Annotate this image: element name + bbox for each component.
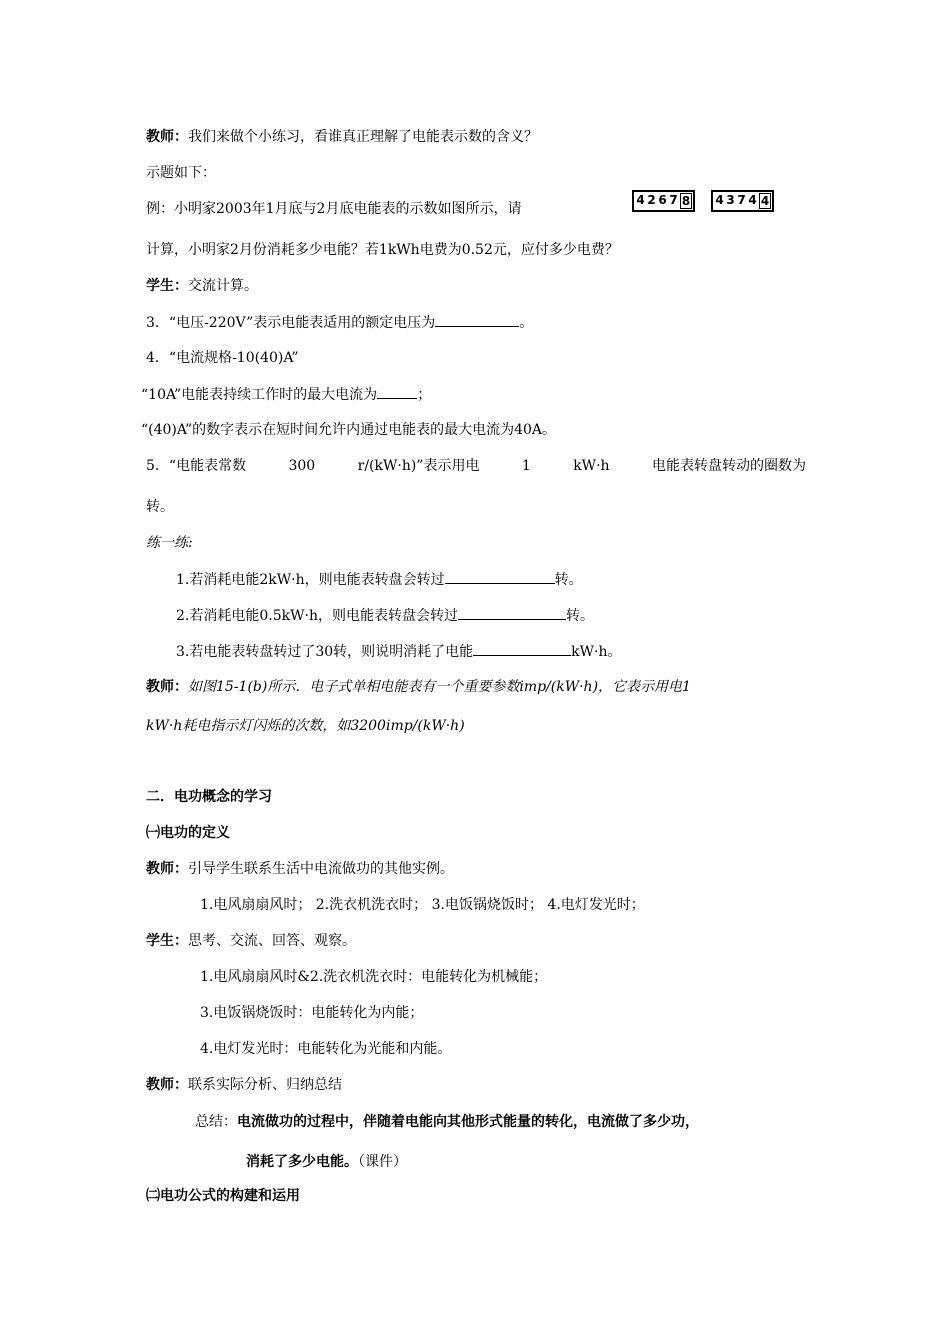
student-response [146, 931, 356, 951]
speaker-label: 教师： [146, 861, 188, 877]
text-chunk: r/(kW·h)”表示用电 [357, 458, 480, 474]
conversion-4: 4.电灯发光时：电能转化为光能和内能。 [200, 1041, 452, 1057]
summary-text: 电流做功的过程中，伴随着电能向其他形式能量的转化，电流做了多少功， [237, 1114, 699, 1130]
meter-digit: 4 [748, 193, 757, 207]
paragraph-text: 引导学生联系生活中电流做功的其他实例。 [188, 861, 454, 877]
speaker-label: 学生： [146, 933, 188, 949]
meter-digit: 4 [715, 193, 724, 207]
item-text: 转。 [554, 572, 583, 588]
current-spec-item: 4．“电流规格-10(40)A” [146, 350, 299, 366]
teacher-summary [146, 1075, 342, 1095]
paragraph-text: 联系实际分析、归纳总结 [188, 1077, 342, 1093]
meter-digit: 7 [669, 193, 678, 207]
meter-constant-item-end: 转。 [146, 499, 174, 515]
text-chunk: 300 [288, 458, 316, 474]
item-text: 。 [519, 315, 534, 331]
meter-decimal-digit: 8 [681, 194, 691, 208]
meter-reading-february [711, 190, 774, 212]
voltage-item [146, 312, 533, 333]
section-heading: 二．电功概念的学习 [146, 789, 272, 805]
meter-digit: 6 [658, 193, 667, 207]
meter-decimal-digit: 4 [760, 194, 770, 208]
exercise-3 [176, 641, 622, 662]
item-text: 3.若电能表转盘转过了30转，则说明消耗了电能 [176, 644, 474, 660]
meter-digit: 4 [636, 193, 645, 207]
summary-line1 [195, 1112, 699, 1132]
example-question-line1: 例：小明家2003年1月底与2月底电能表的示数如图所示，请 [146, 201, 522, 217]
speaker-label: 学生： [146, 278, 188, 294]
text-chunk: 5．“电能表常数 [146, 458, 247, 474]
item-text: “10A”电能表持续工作时的最大电流为 [141, 387, 378, 403]
paragraph-text: 如图15-1(b)所示．电子式单相电能表有一个重要参数imp/(kW·h)，它表示用电1 [188, 679, 691, 695]
item-text: ； [417, 387, 432, 403]
courseware-note: （课件） [358, 1154, 407, 1170]
current-40a-item: “(40)A”的数字表示在短时间允许内通过电能表的最大电流为40A。 [141, 422, 557, 438]
item-text: 2.若消耗电能0.5kW·h，则电能表转盘会转过 [176, 608, 458, 624]
meter-digit: 7 [737, 193, 746, 207]
teacher-electronic-meter-cont: kW·h耗电指示灯闪烁的次数，如3200imp/(kW·h) [146, 718, 465, 734]
subsection-heading-2: ㈡电功公式的构建和运用 [146, 1188, 300, 1204]
meter-constant-item [146, 456, 806, 476]
summary-label: 总结： [195, 1114, 237, 1130]
examples-list: 1.电风扇扇风时； 2.洗衣机洗衣时； 3.电饭锅烧饭时； 4.电灯发光时； [200, 897, 645, 913]
current-10a-item [141, 384, 431, 405]
text-chunk: 1 [521, 458, 531, 474]
answer-blank [435, 312, 519, 327]
conversion-3: 3.电饭锅烧饭时：电能转化为内能； [200, 1005, 424, 1021]
practice-heading: 练一练: [146, 535, 193, 551]
item-text: kW·h。 [571, 644, 622, 660]
summary-text: 消耗了多少电能。 [246, 1154, 358, 1170]
teacher-practice-intro [146, 127, 538, 147]
item-text: 3．“电压-220V”表示电能表适用的额定电压为 [146, 315, 436, 331]
meter-reading-january [632, 190, 695, 212]
text-chunk: kW·h [573, 458, 610, 474]
speaker-label: 教师： [146, 679, 188, 695]
exercise-1 [176, 569, 583, 590]
answer-blank [458, 605, 566, 620]
subsection-heading: ㈠电功的定义 [146, 825, 230, 841]
item-text: 1.若消耗电能2kW·h，则电能表转盘会转过 [176, 572, 445, 588]
paragraph-text: 交流计算。 [188, 278, 258, 294]
teacher-electronic-meter [146, 677, 691, 697]
answer-blank [473, 641, 571, 656]
exercise-2 [176, 605, 594, 626]
teacher-guide [146, 859, 454, 879]
conversion-1-2: 1.电风扇扇风时&2.洗衣机洗衣时：电能转化为机械能； [200, 969, 548, 985]
example-question-line2: 计算，小明家2月份消耗多少电能？若1kWh电费为0.52元，应付多少电费？ [146, 242, 619, 258]
example-heading: 示题如下： [146, 165, 216, 181]
item-text: 转。 [565, 608, 594, 624]
answer-blank [377, 384, 417, 399]
speaker-label: 教师： [146, 1077, 188, 1093]
paragraph-text: 思考、交流、回答、观察。 [188, 933, 356, 949]
student-calc [146, 276, 258, 296]
paragraph-text: 我们来做个小练习，看谁真正理解了电能表示数的含义？ [188, 129, 538, 145]
meter-digit: 3 [726, 193, 735, 207]
speaker-label: 教师： [146, 129, 188, 145]
text-chunk: 电能表转盘转动的圈数为 [651, 458, 806, 474]
answer-blank [445, 569, 555, 584]
meter-digit: 2 [647, 193, 656, 207]
summary-line2 [246, 1152, 407, 1172]
